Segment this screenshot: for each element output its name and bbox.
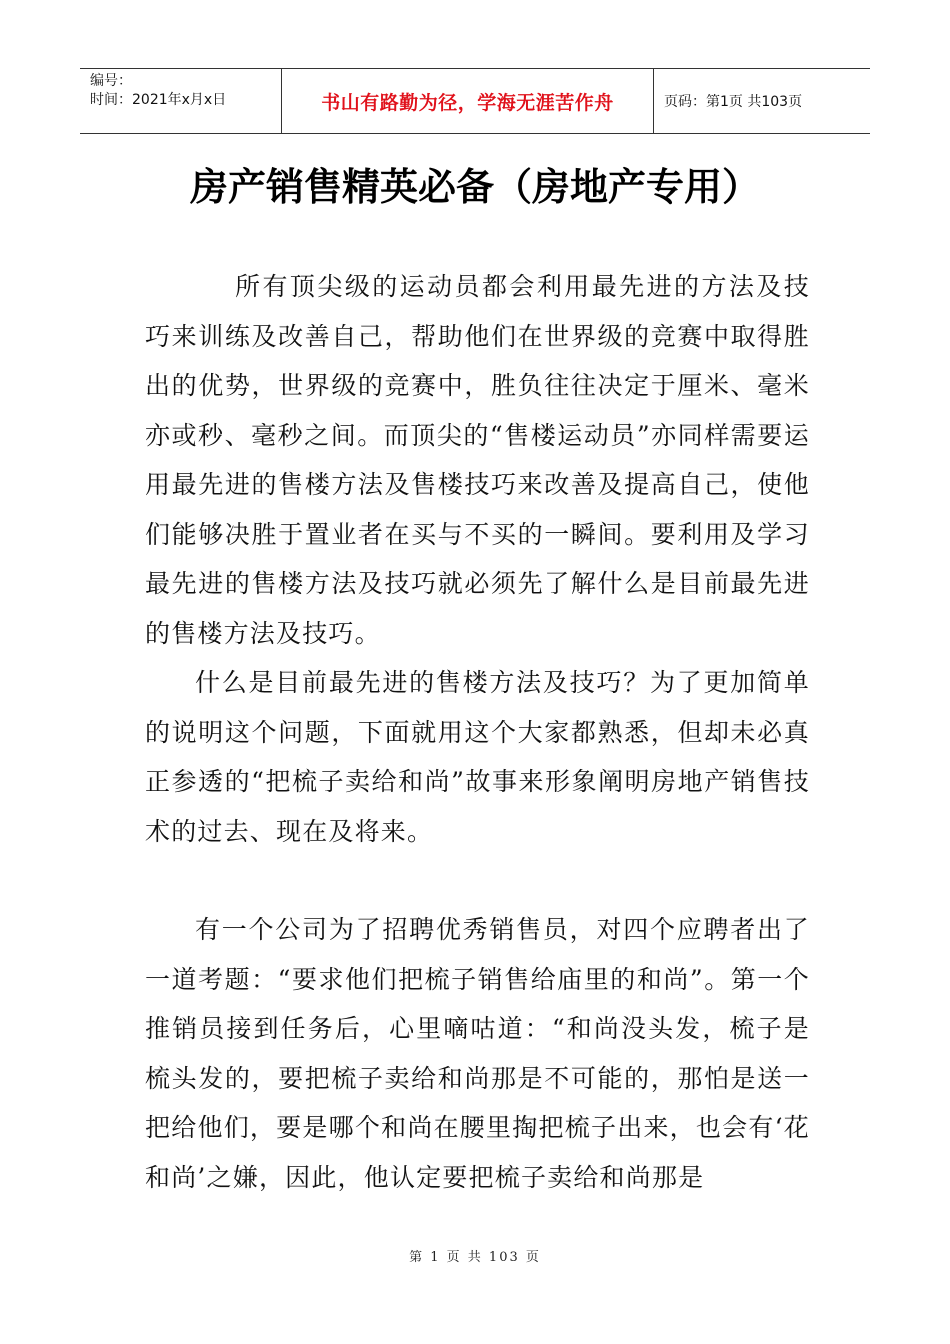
- paragraph-3: 有一个公司为了招聘优秀销售员，对四个应聘者出了一道考题：“要求他们把梳子销售给庙里的和尚”。第一个推销员接到任务后，心里嘀咕道：“和尚没头发，梳子是梳头发的，要把梳子卖给和尚那是不可能的，那怕是送一把给他们，要是哪个和尚在腰里掏把梳子出来，也会有‘花和尚’之嫌，因此，他认定要把梳子卖给和尚那是: [145, 915, 810, 1192]
- header-page-info: 页码：第1页 共103页: [664, 94, 803, 110]
- document-time-label: 时间：2021年x月x日: [90, 92, 227, 108]
- header-table: [80, 68, 870, 134]
- paragraph-spacer: [145, 856, 810, 905]
- document-title: 房产销售精英必备（房地产专用）: [189, 165, 760, 209]
- document-number-label: 编号：: [90, 73, 132, 89]
- document-body: [145, 262, 810, 1202]
- paragraph-2: 什么是目前最先进的售楼方法及技巧？为了更加简单的说明这个问题，下面就用这个大家都熟悉，但却未必真正参透的“把梳子卖给和尚”故事来形象阐明房地产销售技术的过去、现在及将来。: [145, 668, 810, 846]
- header-motto: 书山有路勤为径，学海无涯苦作舟: [282, 69, 654, 133]
- paragraph-1: 所有顶尖级的运动员都会利用最先进的方法及技巧来训练及改善自己，帮助他们在世界级的竞赛中取得胜出的优势，世界级的竞赛中，胜负往往决定于厘米、毫米亦或秒、毫秒之间。而顶尖的“售楼运动员”亦同样需要运用最先进的售楼方法及售楼技巧来改善及提高自己，使他们能够决胜于置业者在买与不买的一瞬间。要利用及学习最先进的售楼方法及技巧就必须先了解什么是目前最先进的售楼方法及技巧。: [145, 272, 810, 648]
- header-meta-cell: [80, 69, 282, 133]
- page-footer: 第 1 页 共 103 页: [409, 1250, 541, 1265]
